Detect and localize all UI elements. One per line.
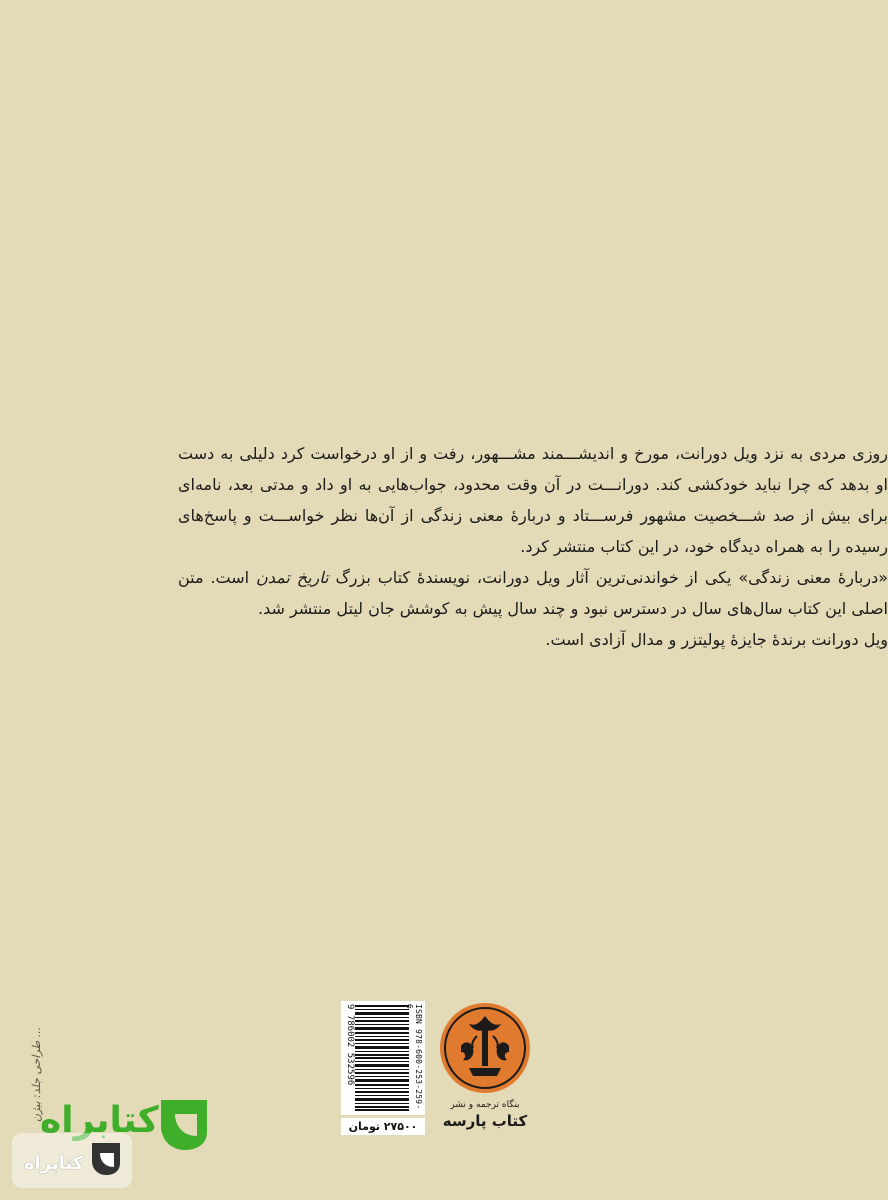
isbn-number: ISBN 978-600-253-259-6 — [405, 1004, 423, 1110]
publisher-tagline: بنگاه ترجمه و نشر — [450, 1100, 520, 1110]
blurb-p2-end: است. متن اصلی این کتاب سال‌های سال در دسترس نبود و چند سال پیش به کوشش جان لیتل منتشر شد. — [178, 568, 888, 618]
watermark-badge — [12, 1133, 132, 1188]
book-title-italic: تاریخ تمدن — [256, 568, 329, 587]
watermark-leaf-icon — [153, 1092, 215, 1154]
watermark-small-text: کتابراه — [24, 1153, 84, 1174]
watermark-small-leaf-icon — [88, 1139, 124, 1179]
watermark-text: کتابراه — [40, 1100, 159, 1141]
cover-designer-credit: طراحی جلد: بیژن ... — [30, 1026, 43, 1122]
barcode-bars-icon — [355, 1005, 409, 1111]
publisher-seal-icon — [439, 1002, 531, 1094]
barcode-digits: 9 786002 532596 — [345, 1004, 355, 1086]
back-cover-blurb — [178, 438, 888, 655]
blurb-paragraph-3: ویل دورانت برندهٔ جایزهٔ پولیتزر و مدال آزادی است. — [545, 630, 888, 649]
isbn-barcode — [341, 1001, 425, 1135]
blurb-paragraph-1: روزی مردی به نزد ویل دورانت، مورخ و اندیشـــمند مشـــهور، رفت و از او درخواست کرد دلیلی به دست او بدهد که چرا نباید خودکشی کند. دورانـــت در آن وقت محدود، جواب‌هایی به او داد و مدتی بعد، نامه‌ای برای بیش از صد شـــخصیت مشهور فرســـتاد و دربارهٔ معنی زندگی از آن‌ها نظر خواســـت و پاسخ‌های رسیده را به همراه دیدگاه خود، در این کتاب منتشر کرد. — [178, 444, 888, 556]
publisher-name: کتاب پارسه — [442, 1112, 528, 1130]
blurb-p2-start: «دربارهٔ معنی زندگی» یکی از خواندنی‌ترین آثار ویل دورانت، نویسندهٔ کتاب بزرگ — [328, 568, 888, 587]
publisher-logo — [435, 1002, 535, 1138]
price-label: ۲۷۵۰۰ تومان — [341, 1118, 425, 1135]
blurb-paragraph-2 — [178, 562, 888, 624]
